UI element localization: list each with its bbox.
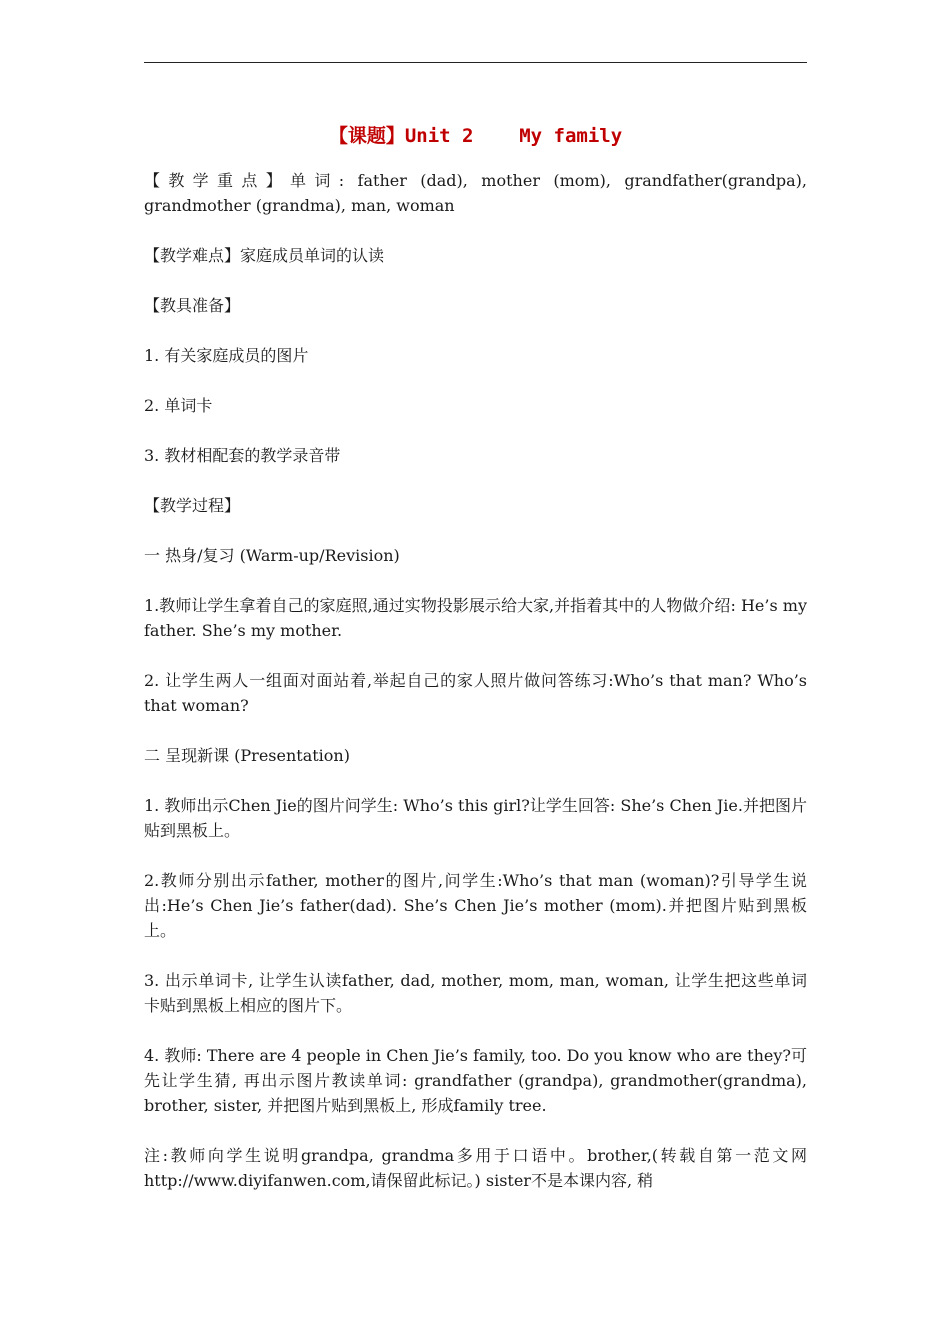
presentation-step-2: 2.教师分别出示father, mother的图片,问学生:Who’s that man (woman)?引导学生说出:He’s Chen Jie’s father(dad). She’s Chen Jie’s mother (mom).并把图片贴到黑板上。 (144, 871, 807, 940)
materials-item-3: 3. 教材相配套的教学录音带 (144, 446, 341, 465)
warmup-step-2: 2. 让学生两人一组面对面站着,举起自己的家人照片做问答练习:Who’s that man? Who’s that woman? (144, 671, 807, 715)
materials-heading: 【教具准备】 (144, 296, 241, 315)
warmup-step-1: 1.教师让学生拿着自己的家庭照,通过实物投影展示给大家,并指着其中的人物做介绍: He’s my father. She’s my mother. (144, 596, 807, 640)
header-rule (144, 62, 807, 63)
presentation-heading: 二 呈现新课 (Presentation) (144, 746, 350, 765)
process-heading: 【教学过程】 (144, 496, 241, 515)
warmup-heading: 一 热身/复习 (Warm-up/Revision) (144, 546, 400, 565)
materials-item-1: 1. 有关家庭成员的图片 (144, 346, 309, 365)
teaching-focus: 【教学重点】单词: father (dad), mother (mom), grandfather(grandpa), grandmother (grandma), man, woman (144, 171, 807, 215)
materials-item-2: 2. 单词卡 (144, 396, 213, 415)
presentation-step-4: 4. 教师: There are 4 people in Chen Jie’s family, too. Do you know who are they?可先让学生猜, 再出示图片教读单词: grandfather (grandpa), grandmother(grandma), brother, sister, 并把图片贴到黑板上, 形成family tree. (144, 1046, 807, 1115)
lesson-title: 【课题】Unit 2 My family (328, 125, 623, 147)
document-body (144, 118, 807, 1218)
presentation-step-1: 1. 教师出示Chen Jie的图片问学生: Who’s this girl?让学生回答: She’s Chen Jie.并把图片贴到黑板上。 (144, 796, 807, 840)
teacher-note: 注:教师向学生说明grandpa, grandma多用于口语中。brother,(转载自第一范文网http://www.diyifanwen.com,请保留此标记。) sister不是本课内容, 稍 (144, 1146, 807, 1190)
presentation-step-3: 3. 出示单词卡, 让学生认读father, dad, mother, mom, man, woman, 让学生把这些单词卡贴到黑板上相应的图片下。 (144, 971, 807, 1015)
teaching-difficulty: 【教学难点】家庭成员单词的认读 (144, 246, 385, 265)
